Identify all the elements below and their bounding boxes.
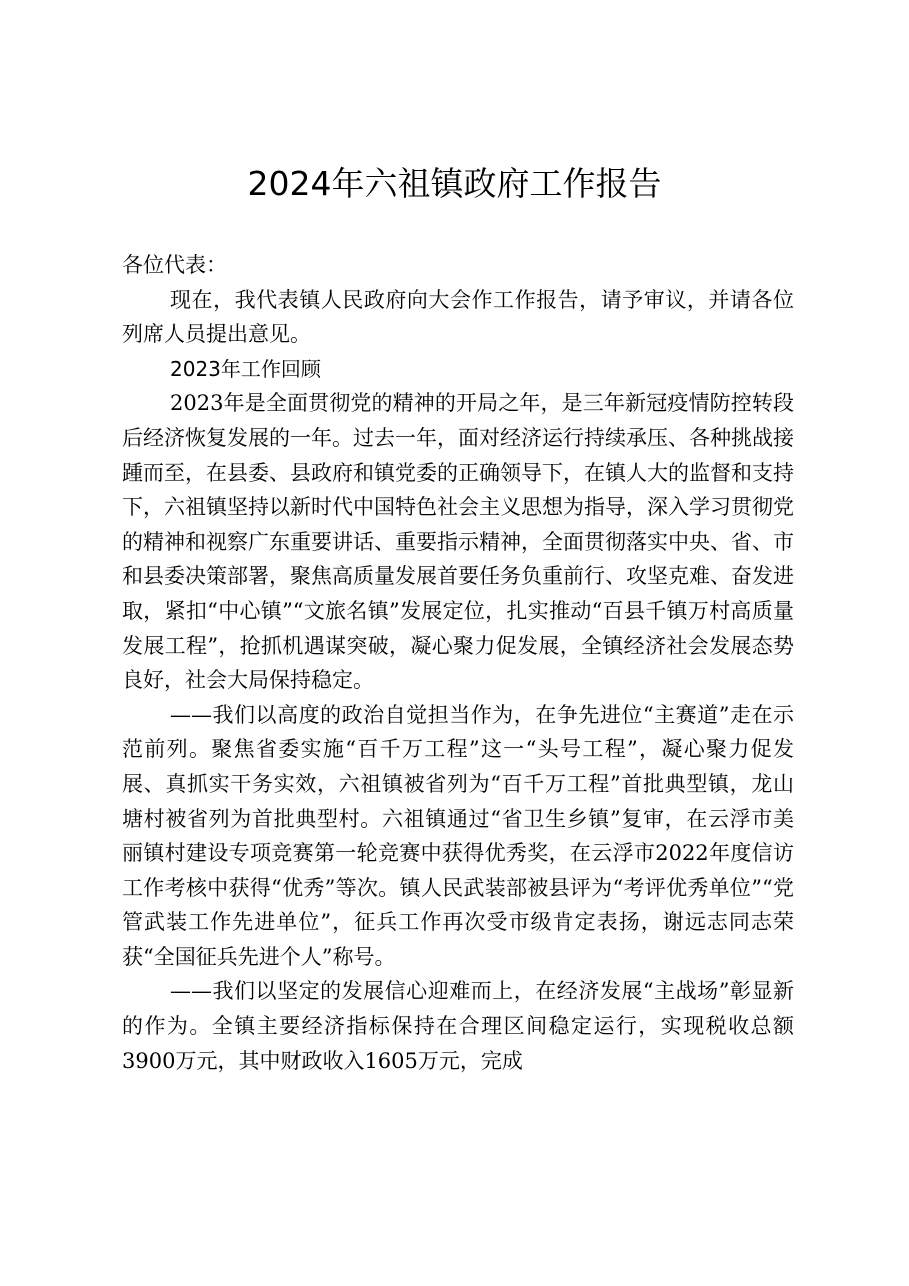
body-paragraph-2: ——我们以高度的政治自觉担当作为，在争先进位“主赛道”走在示范前列。聚焦省委实施“百千万工程”这一“头号工程”，凝心聚力促发展、真抓实干务实效，六祖镇被省列为“百千万工程”首批典型镇，龙山塘村被省列为首批典型村。六祖镇通过“省卫生乡镇”复审，在云浮市美丽镇村建设专项竞赛第一轮竞赛中获得优秀奖，在云浮市2022年度信访工作考核中获得“优秀”等次。镇人民武装部被县评为“考评优秀单位”“党管武装工作先进单位”，征兵工作再次受市级肯定表扬，谢远志同志荣获“全国征兵先进个人”称号。 <box>122 702 794 969</box>
salutation: 各位代表： <box>122 253 227 277</box>
document-title: 2024年六祖镇政府工作报告 <box>247 164 662 203</box>
body-paragraph-1: 2023年是全面贯彻党的精神的开局之年，是三年新冠疫情防控转段后经济恢复发展的一年。过去一年，面对经济运行持续承压、各种挑战接踵而至，在县委、县政府和镇党委的正确领导下，在镇人大的监督和支持下，六祖镇坚持以新时代中国特色社会主义思想为指导，深入学习贯彻党的精神和视察广东重要讲话、重要指示精神，全面贯彻落实中央、省、市和县委决策部署，聚焦高质量发展首要任务负重前行、攻坚克难、奋发进取，紧扣“中心镇”“文旅名镇”发展定位，扎实推动“百县千镇万村高质量发展工程”，抢抓机遇谋突破，凝心聚力促发展，全镇经济社会发展态势良好，社会大局保持稳定。 <box>122 391 794 693</box>
intro-paragraph: 现在，我代表镇人民政府向大会作工作报告，请予审议，并请各位列席人员提出意见。 <box>122 287 794 347</box>
document-body <box>122 248 794 1078</box>
body-paragraph-3: ——我们以坚定的发展信心迎难而上，在经济发展“主战场”彰显新的作为。全镇主要经济指标保持在合理区间稳定运行，实现税收总额3900万元，其中财政收入1605万元，完成 <box>122 979 794 1073</box>
section-heading: 2023年工作回顾 <box>170 356 321 381</box>
